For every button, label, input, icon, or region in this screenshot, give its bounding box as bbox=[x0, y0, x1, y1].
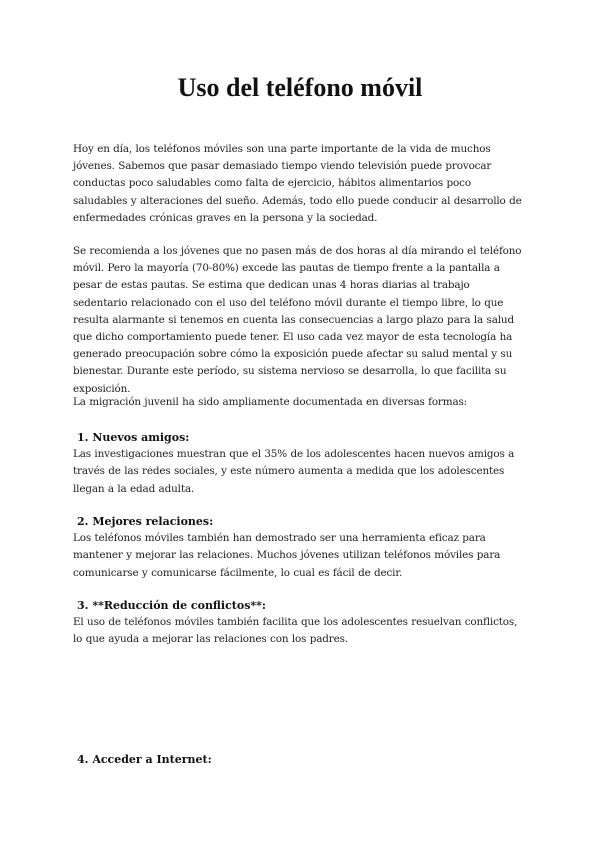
section-body: Las investigaciones muestran que el 35% de los adolescentes hacen nuevos amigos a través de las redes sociales, y este número aumenta a medida que los adolescentes llegan a la edad adulta. bbox=[73, 448, 515, 495]
section-conflict-reduction bbox=[73, 597, 525, 649]
section-heading: 3. **Reducción de conflictos**: bbox=[77, 599, 266, 612]
section-heading: 2. Mejores relaciones: bbox=[77, 515, 214, 528]
section-heading: 4. Acceder a Internet: bbox=[77, 753, 212, 766]
intro-paragraph: Hoy en día, los teléfonos móviles son una parte importante de la vida de muchos jóvenes. Sabemos que pasar demasiado tiempo viendo televisión puede provocar conductas poco saludables como falta de ejercicio, hábitos alimentarios poco saludables y alteraciones del sueño. Además, todo ello puede conducir al desarrollo de enfermedades crónicas graves en la persona y la sociedad. bbox=[73, 143, 522, 224]
section-body: Los teléfonos móviles también han demostrado ser una herramienta eficaz para mantener y mejorar las relaciones. Muchos jóvenes utilizan teléfonos móviles para comunicarse y comunicarse fácilmente, lo cual es fácil de decir. bbox=[73, 532, 501, 579]
section-body: El uso de teléfonos móviles también facilita que los adolescentes resuelvan conflictos, lo que ayuda a mejorar las relaciones con los padres. bbox=[73, 616, 518, 646]
list-intro-paragraph: La migración juvenil ha sido ampliamente documentada en diversas formas: bbox=[73, 396, 468, 408]
section-heading: 1. Nuevos amigos: bbox=[77, 431, 190, 444]
section-internet-access bbox=[73, 751, 525, 768]
section-new-friends bbox=[73, 429, 525, 498]
document-title: Uso del teléfono móvil bbox=[177, 73, 423, 102]
recommendation-paragraph: Se recomienda a los jóvenes que no pasen más de dos horas al día mirando el teléfono móvil. Pero la mayoría (70-80%) excede las pautas de tiempo frente a la pantalla a pesar de estas pautas. Se estima que dedican unas 4 horas diarias al trabajo sedentario relacionado con el uso del teléfono móvil durante el tiempo libre, lo que resulta alarmante si tenemos en cuenta las consecuencias a largo plazo para la salud que dicho comportamiento puede tener. El uso cada vez mayor de esta tecnología ha generado preocupación sobre cómo la exposición puede afectar su salud mental y su bienestar. Durante este período, su sistema nervioso se desarrolla, lo que facilita su exposición. bbox=[73, 245, 522, 395]
section-better-relationships bbox=[73, 513, 525, 582]
